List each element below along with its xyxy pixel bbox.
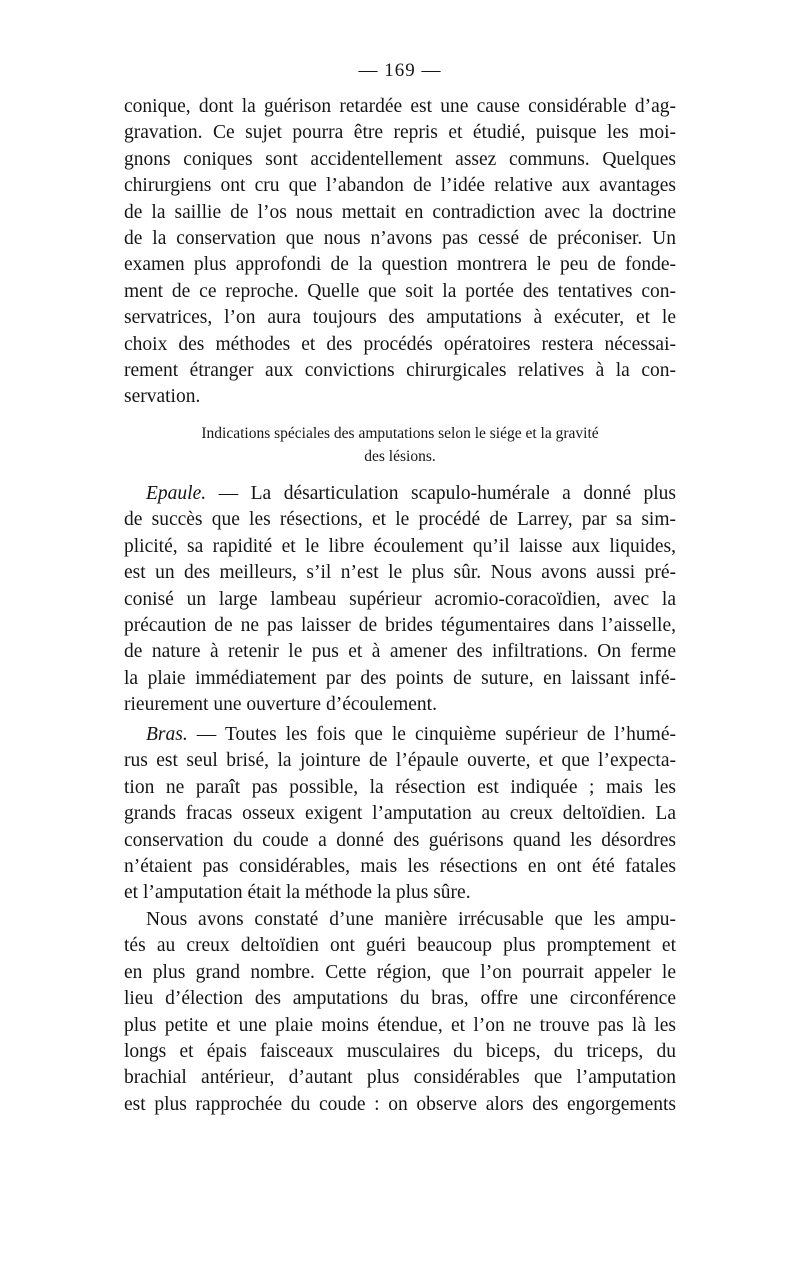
text-line: de nature à retenir le pus et à amener des infiltrations. On ferme xyxy=(124,641,676,663)
text-line: choix des méthodes et des procédés opératoires restera nécessai- xyxy=(124,333,676,355)
paragraph-bras xyxy=(124,722,676,907)
paragraph-nous-avons xyxy=(124,907,676,1118)
bras-line-text: — Toutes les fois que le cinquième supérieur de l’humé- xyxy=(187,724,676,745)
text-line: de la conservation que nous n’avons pas cessé de préconiser. Un xyxy=(124,227,676,249)
text-line: plicité, sa rapidité et le libre écoulement qu’il laisse aux liquides, xyxy=(124,535,676,557)
text-line: Nous avons constaté d’une manière irrécusable que les ampu- xyxy=(146,909,676,930)
text-line: la plaie immédiatement par des points de suture, en laissant infé- xyxy=(124,667,676,689)
text-line: est un des meilleurs, s’il n’est le plus sûr. Nous avons aussi pré- xyxy=(124,562,676,584)
bras-lead: Bras. xyxy=(146,724,188,745)
text-line: de succès que les résections, et le procédé de Larrey, par sa sim- xyxy=(124,509,676,531)
text-line: brachial antérieur, d’autant plus considérables que l’amputation xyxy=(124,1067,676,1089)
text-line: servatrices, l’on aura toujours des amputations à exécuter, et le xyxy=(124,307,676,329)
section-heading xyxy=(0,422,800,468)
text-line: précaution de ne pas laisser de brides tégumentaires dans l’aisselle, xyxy=(124,614,676,636)
text-line: et l’amputation était la méthode la plus sûre. xyxy=(124,882,471,904)
text-line: conique, dont la guérison retardée est une cause considérable d’ag- xyxy=(124,96,676,117)
text-line: plus petite et une plaie moins étendue, et l’on ne trouve pas là les xyxy=(124,1014,676,1036)
epaule-line-text: — La désarticulation scapulo-humérale a donné plus xyxy=(206,483,676,504)
text-line: conservation du coude a donné des guérisons quand les désordres xyxy=(124,829,676,851)
text-line: grands fracas osseux exigent l’amputation au creux deltoïdien. La xyxy=(124,803,676,825)
heading-line: Indications spéciales des amputations selon le siége et la gravité xyxy=(201,425,599,442)
text-line: en plus grand nombre. Cette région, que l’on pourrait appeler le xyxy=(124,961,676,983)
text-line: tion ne paraît pas possible, la résection est indiquée ; mais les xyxy=(124,776,676,798)
text-line: chirurgiens ont cru que l’abandon de l’idée relative aux avantages xyxy=(124,175,676,197)
text-line: ment de ce reproche. Quelle que soit la portée des tentatives con- xyxy=(124,280,676,302)
text-line: longs et épais faisceaux musculaires du biceps, du triceps, du xyxy=(124,1040,676,1062)
text-line: tés au creux deltoïdien ont guéri beaucoup plus promptement et xyxy=(124,935,676,957)
text-line: gnons coniques sont accidentellement assez communs. Quelques xyxy=(124,148,676,170)
text-line: rus est seul brisé, la jointure de l’épaule ouverte, et que l’expecta- xyxy=(124,750,676,772)
epaule-lead: Epaule. xyxy=(146,483,207,504)
text-line: rement étranger aux convictions chirurgicales relatives à la con- xyxy=(124,359,676,381)
text-line: examen plus approfondi de la question montrera le peu de fonde- xyxy=(124,254,676,276)
text-line: est plus rapprochée du coude : on observe alors des engorgements xyxy=(124,1093,676,1115)
text-line: n’étaient pas considérables, mais les résections en ont été fatales xyxy=(124,855,676,877)
text-line: servation. xyxy=(124,386,201,408)
page-number: — 169 — xyxy=(358,60,442,81)
paragraph-epaule xyxy=(124,481,676,719)
text-line: lieu d’élection des amputations du bras, offre une circonférence xyxy=(124,988,676,1010)
text-line: gravation. Ce sujet pourra être repris et étudié, puisque les moi- xyxy=(124,122,676,144)
text-line: conisé un large lambeau supérieur acromio-coracoïdien, avec la xyxy=(124,588,676,610)
heading-line: des lésions. xyxy=(364,448,436,465)
text-line xyxy=(124,481,676,507)
text-line: rieurement une ouverture d’écoulement. xyxy=(124,694,437,716)
text-line: de la saillie de l’os nous mettait en contradiction avec la doctrine xyxy=(124,201,676,223)
text-line xyxy=(124,722,676,748)
paragraph-conique xyxy=(124,94,676,411)
